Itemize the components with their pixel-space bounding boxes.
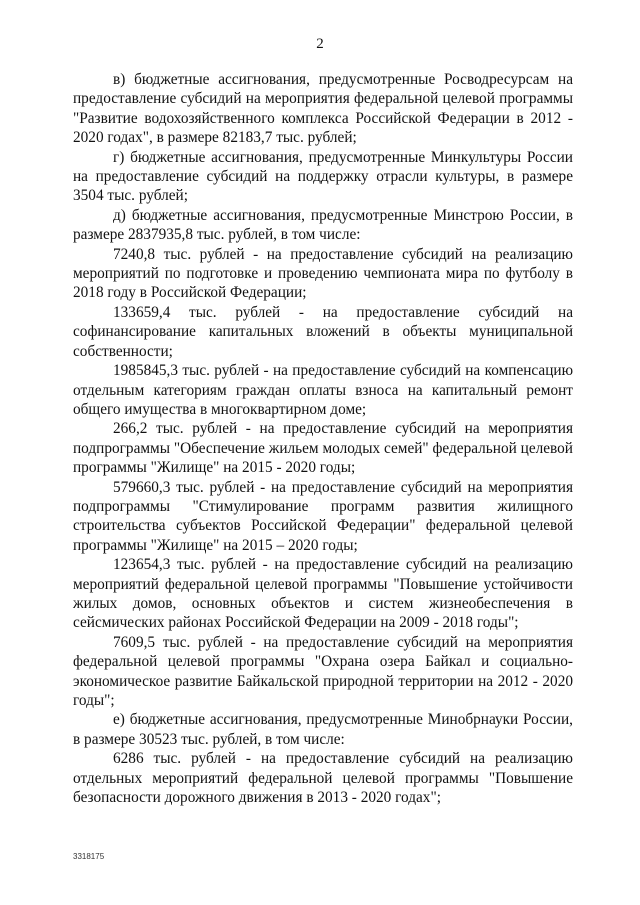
paragraph-housing-stimulation: 579660,3 тыс. рублей - на предоставление субсидий на мероприятия подпрограммы "Стимулирование программ развития жилищного строительства субъектов Российской Федерации" федеральной целевой программы "Жилище" на 2015 – 2020 годы; bbox=[73, 478, 573, 554]
paragraph-g-minkultury: г) бюджетные ассигнования, предусмотренные Минкультуры России на предоставление субсидий на поддержку отрасли культуры, в размере 3504 тыс. рублей; bbox=[73, 148, 573, 205]
paragraph-e-minobrnauki: е) бюджетные ассигнования, предусмотренные Минобрнауки России, в размере 30523 тыс. рублей, в том числе: bbox=[73, 711, 573, 748]
paragraph-repair-compensation: 1985845,3 тыс. рублей - на предоставление субсидий на компенсацию отдельным категориям граждан оплаты взноса на капитальный ремонт общего имущества в многоквартирном доме; bbox=[73, 362, 573, 418]
paragraph-world-cup: 7240,8 тыс. рублей - на предоставление субсидий на реализацию мероприятий по подготовке и проведению чемпионата мира по футболу в 2018 году в Российской Федерации; bbox=[73, 245, 573, 302]
paragraph-v-rosvodresursy: в) бюджетные ассигнования, предусмотренные Росводресурсам на предоставление субсидий на мероприятия федеральной целевой программы "Развитие водохозяйственного комплекса Российской Федерации в 2012 - 2020 годах", в размере 82183,7 тыс. рублей; bbox=[73, 71, 573, 147]
paragraph-seismic: 123654,3 тыс. рублей - на предоставление субсидий на реализацию мероприятий федеральной целевой программы "Повышение устойчивости жилых домов, основных объектов и систем жизнеобеспечения в сейсмических районах Российской Федерации на 2009 - 2018 годы"; bbox=[73, 556, 573, 632]
paragraph-road-safety: 6286 тыс. рублей - на предоставление субсидий на реализацию отдельных мероприятий федеральной целевой программы "Повышение безопасности дорожного движения в 2013 - 2020 годах"; bbox=[73, 750, 573, 807]
paragraph-young-families: 266,2 тыс. рублей - на предоставление субсидий на мероприятия подпрограммы "Обеспечение жильем молодых семей" федеральной целевой программы "Жилище" на 2015 - 2020 годы; bbox=[73, 420, 573, 477]
paragraph-baikal: 7609,5 тыс. рублей - на предоставление субсидий на мероприятия федеральной целевой программы "Охрана озера Байкал и социально-экономическое развитие Байкальской природной территории на 2012 - 2020 годы"; bbox=[73, 633, 573, 709]
paragraph-d-minstroy: д) бюджетные ассигнования, предусмотренные Минстрою России, в размере 2837935,8 тыс. рублей, в том числе: bbox=[73, 206, 573, 244]
page-number: 2 bbox=[316, 36, 324, 52]
document-body bbox=[73, 70, 573, 807]
document-id: 3318175 bbox=[73, 852, 105, 861]
paragraph-capital-investment: 133659,4 тыс. рублей - на предоставление субсидий на софинансирование капитальных вложений в объекты муниципальной собственности; bbox=[73, 303, 573, 360]
